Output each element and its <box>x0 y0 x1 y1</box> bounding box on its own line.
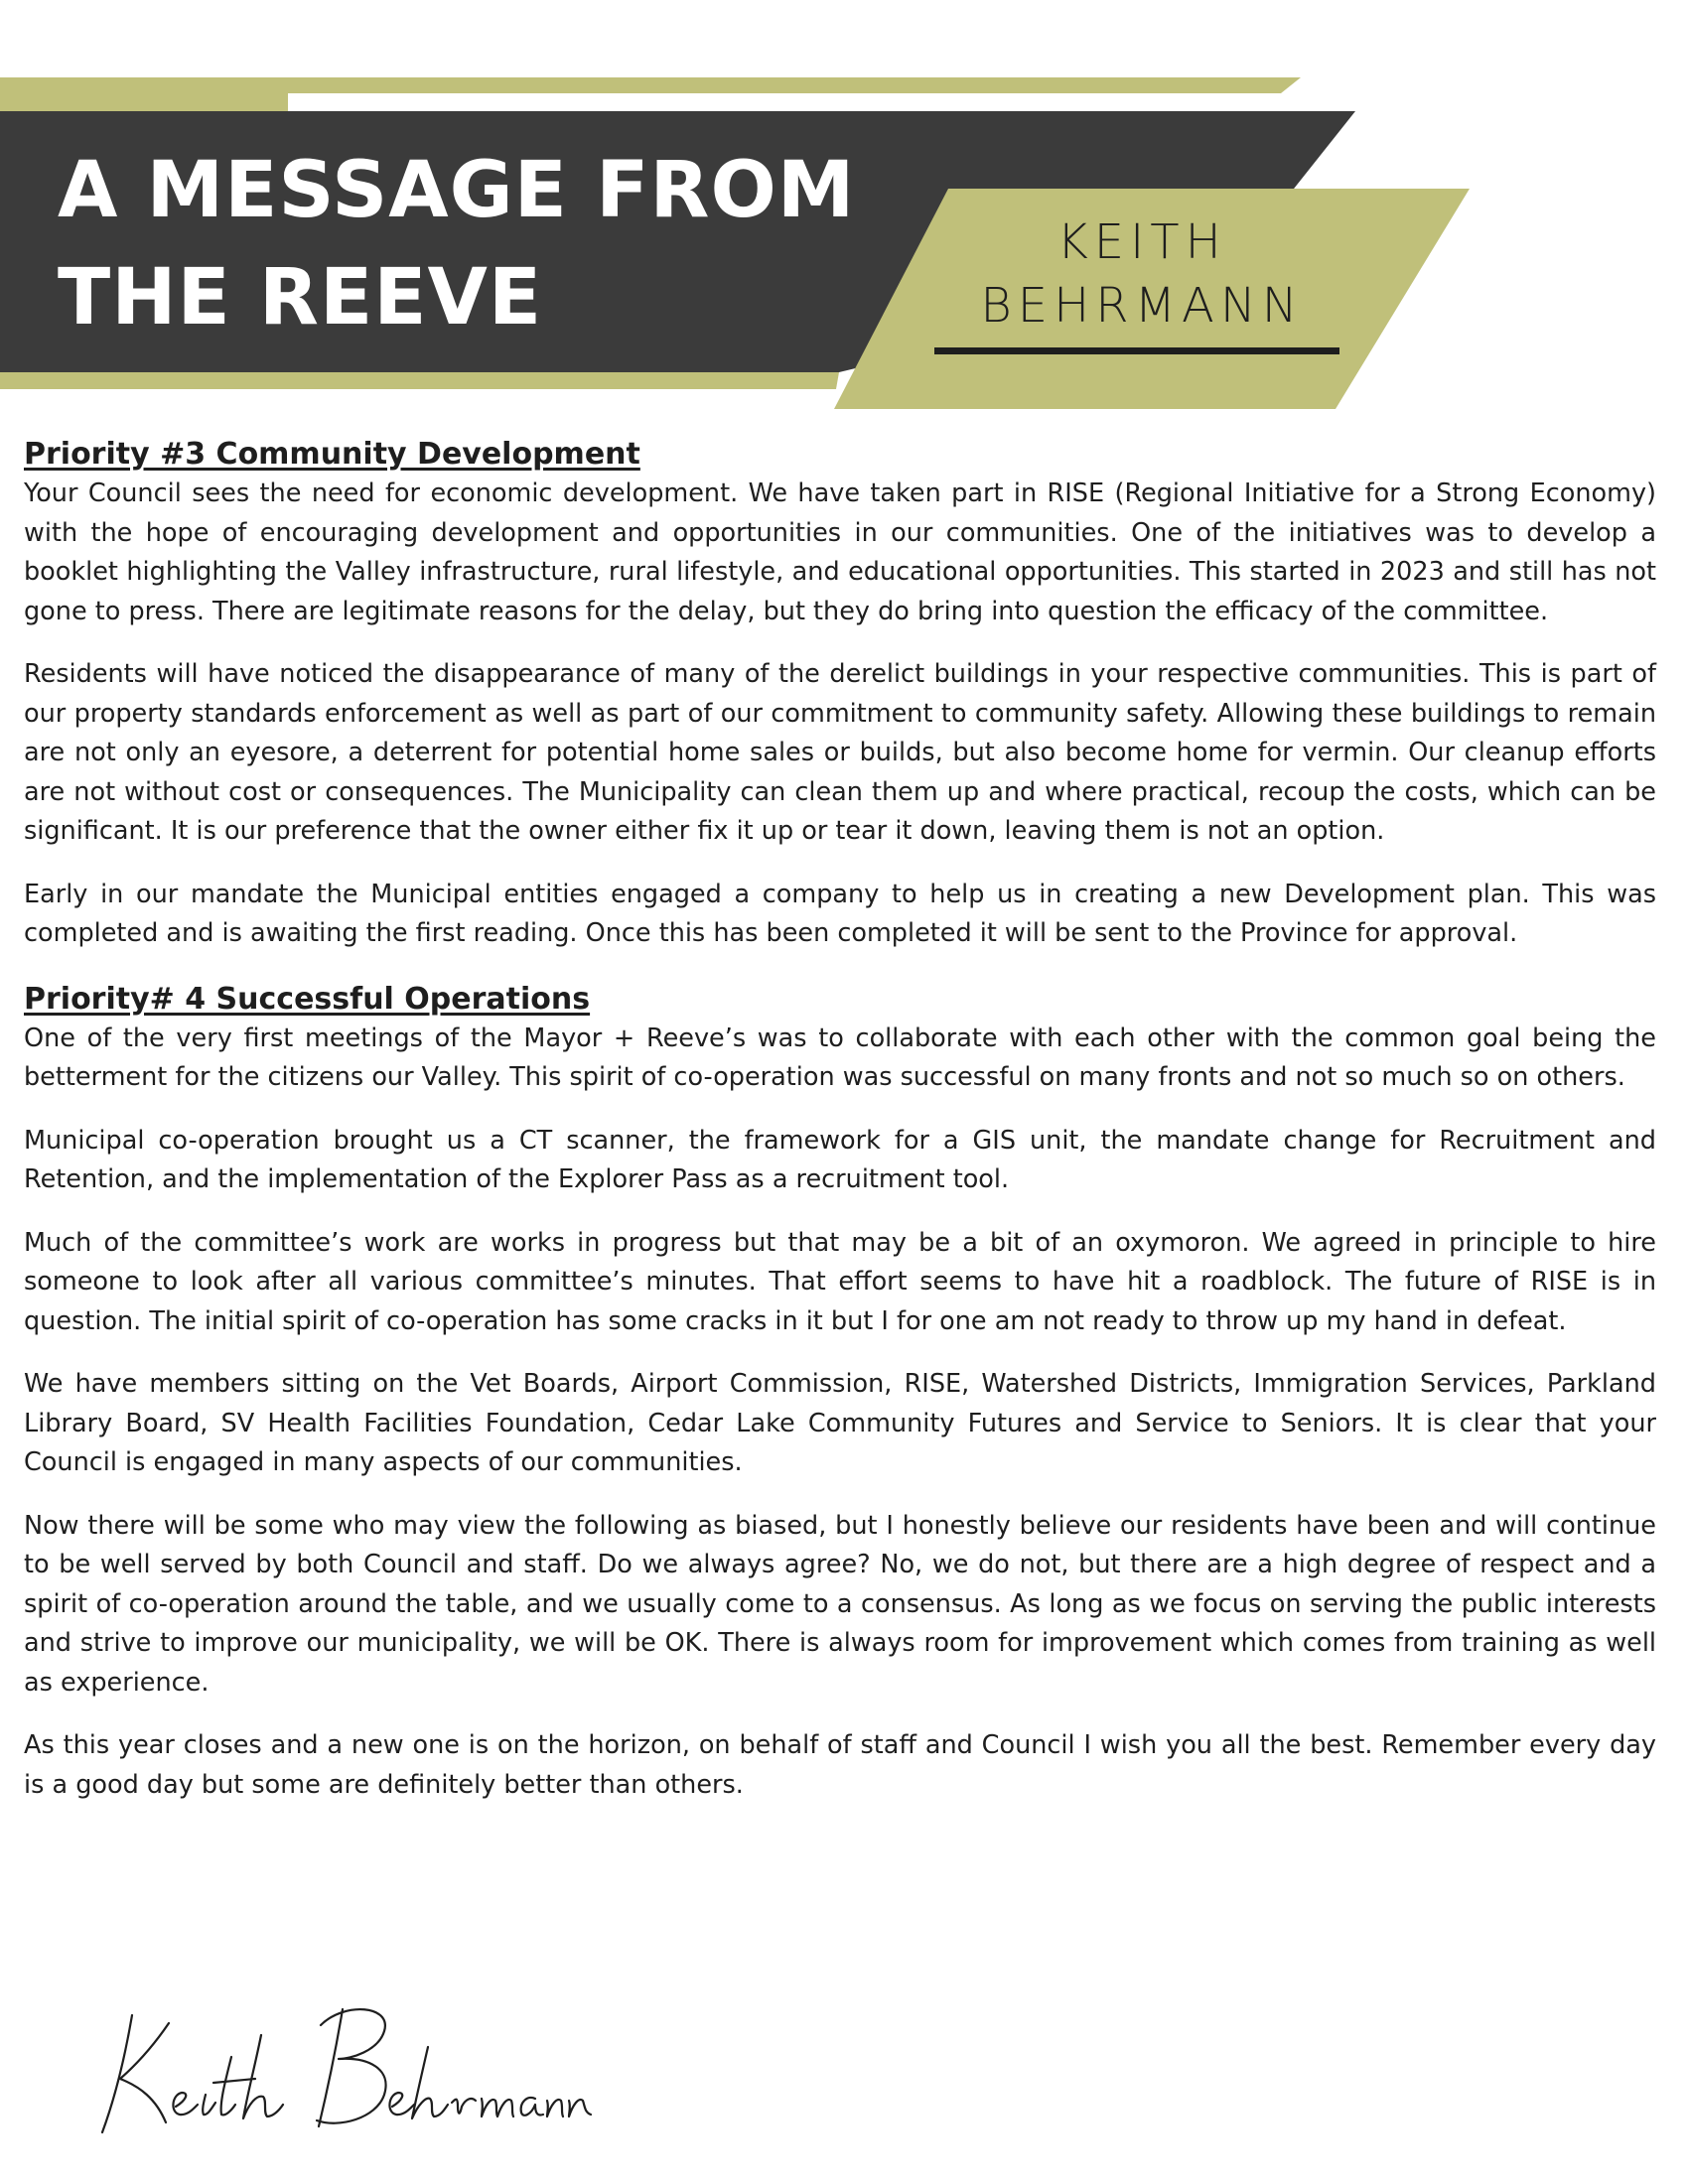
paragraph: Now there will be some who may view the following as biased, but I honestly believe our residents have been and will continue to be well served by both Council and staff. Do we always agree? No, we do not, but there are a high degree of respect and a spirit of co-operation around the table, and we usually come to a consensus. As long as we focus on serving the public interests and strive to improve our municipality, we will be OK. There is always room for improvement which comes from training as well as experience. <box>24 1510 1656 1698</box>
header-banner <box>0 0 1688 427</box>
paragraph: We have members sitting on the Vet Boards, Airport Commission, RISE, Watershed Districts, Immigration Services, Parkland Library Board, SV Health Facilities Foundation, Cedar Lake Community Futures and Service to Seniors. It is clear that your Council is engaged in many aspects of our communities. <box>24 1369 1656 1477</box>
paragraph: Much of the committee’s work are works in progress but that may be a bit of an oxymoron. We agreed in principle to hire someone to look after all various committee’s minutes. That effort seems to have hit a roadblock. The future of RISE is in question. The initial spirit of co-operation has some cracks in it but I for one am not ready to throw up my hand in defeat. <box>24 1227 1656 1336</box>
author-first-name: KEITH <box>1056 214 1227 270</box>
signature <box>94 1995 611 2144</box>
paragraph: Your Council sees the need for economic development. We have taken part in RISE (Regional Initiative for a Strong Economy) with the hope of encouraging development and opportunities in our communities. One of the initiatives was to develop a booklet highlighting the Valley infrastructure, rural lifestyle, and educational opportunities. This started in 2023 and still has not gone to press. There are legitimate reasons for the delay, but they do bring into question the efficacy of the committee. <box>24 478 1656 626</box>
section-heading: Priority #3 Community Development <box>24 437 640 472</box>
paragraph: One of the very first meetings of the Mayor + Reeve’s was to collaborate with each other with the common goal being the betterment for the citizens our Valley. This spirit of co-operation was successful on many fronts and not so much so on others. <box>24 1023 1656 1092</box>
author-name <box>933 210 1350 338</box>
message-body <box>24 435 1656 1829</box>
signature-drawing <box>94 1995 611 2144</box>
banner-bottom-stripe <box>0 372 839 389</box>
page-title <box>58 137 855 351</box>
author-last-name: BEHRMANN <box>980 278 1304 334</box>
title-line-2: THE REEVE <box>58 253 543 342</box>
paragraph: As this year closes and a new one is on the horizon, on behalf of staff and Council I wish you all the best. Remember every day is a good day but some are definitely better than others. <box>24 1730 1656 1800</box>
banner-top-stripe <box>0 77 1301 111</box>
author-name-underline <box>934 347 1339 354</box>
section-heading: Priority# 4 Successful Operations <box>24 981 591 1017</box>
title-line-1: A MESSAGE FROM <box>58 146 856 235</box>
paragraph: Residents will have noticed the disappearance of many of the derelict buildings in your respective communities. This is part of our property standards enforcement as well as part of our commitment to community safety. Allowing these buildings to remain are not only an eyesore, a deterrent for potential home sales or builds, but also become home for vermin. Our cleanup efforts are not without cost or consequences. The Municipality can clean them up and where practical, recoup the costs, which can be significant. It is our preference that the owner either fix it up or tear it down, leaving them is not an option. <box>24 659 1656 846</box>
section-priority-3 <box>24 435 1656 954</box>
section-priority-4 <box>24 980 1656 1806</box>
paragraph: Municipal co-operation brought us a CT scanner, the framework for a GIS unit, the mandate change for Recruitment and Retention, and the implementation of the Explorer Pass as a recruitment tool. <box>24 1125 1656 1194</box>
paragraph: Early in our mandate the Municipal entities engaged a company to help us in creating a new Development plan. This was completed and is awaiting the first reading. Once this has been completed it will be sent to the Province for approval. <box>24 879 1656 948</box>
